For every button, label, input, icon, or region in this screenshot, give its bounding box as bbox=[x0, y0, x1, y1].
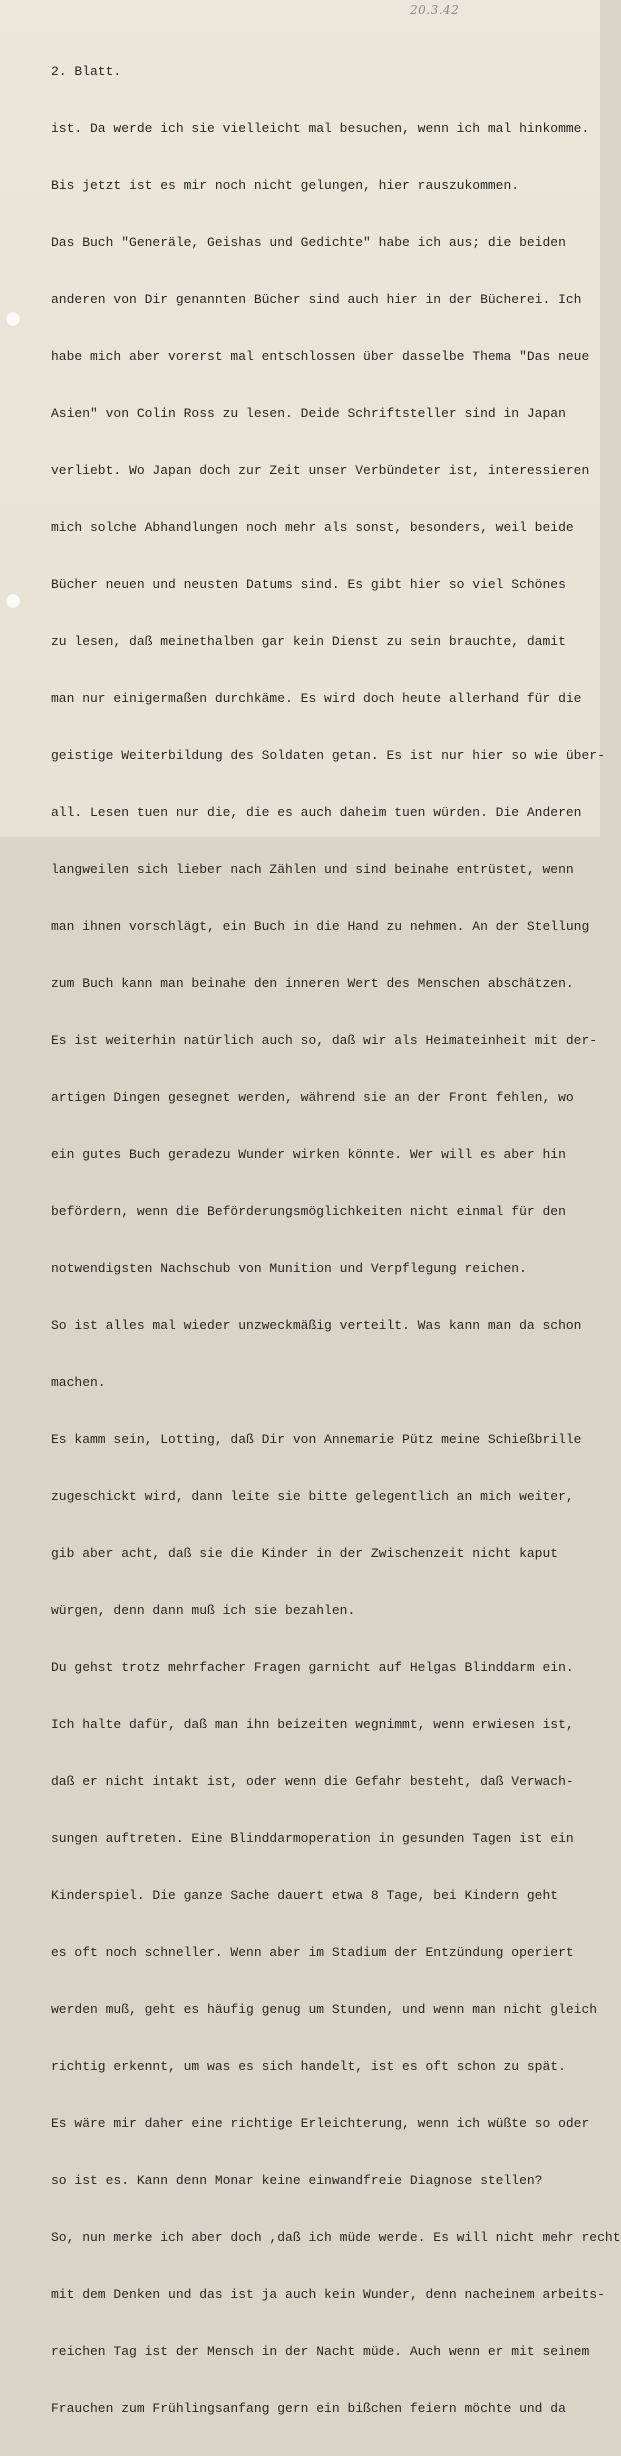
text-line: zugeschickt wird, dann leite sie bitte gelegentlich an mich weiter, bbox=[51, 1489, 574, 1504]
text-line: Du gehst trotz mehrfacher Fragen garnicht auf Helgas Blinddarm ein. bbox=[51, 1660, 574, 1675]
text-line: reichen Tag ist der Mensch in der Nacht müde. Auch wenn er mit seinem bbox=[51, 2344, 590, 2359]
text-line: zu lesen, daß meinethalben gar kein Dienst zu sein brauchte, damit bbox=[51, 634, 566, 649]
text-line: artigen Dingen gesegnet werden, während sie an der Front fehlen, wo bbox=[51, 1090, 574, 1105]
text-line: es oft noch schneller. Wenn aber im Stadium der Entzündung operiert bbox=[51, 1945, 574, 1960]
text-line: man ihnen vorschlägt, ein Buch in die Hand zu nehmen. An der Stellung bbox=[51, 919, 590, 934]
text-line: würgen, denn dann muß ich sie bezahlen. bbox=[51, 1603, 356, 1618]
text-line: ist. Da werde ich sie vielleicht mal besuchen, wenn ich mal hinkomme. bbox=[51, 121, 590, 136]
text-line: richtig erkennt, um was es sich handelt, ist es oft schon zu spät. bbox=[51, 2059, 566, 2074]
text-line: all. Lesen tuen nur die, die es auch daheim tuen würden. Die Anderen bbox=[51, 805, 582, 820]
text-line: zum Buch kann man beinahe den inneren Wert des Menschen abschätzen. bbox=[51, 976, 574, 991]
text-line: Es ist weiterhin natürlich auch so, daß wir als Heimateinheit mit der- bbox=[51, 1033, 598, 1048]
typed-letter-text bbox=[51, 24, 621, 2456]
text-line: Das Buch "Generäle, Geishas und Gedichte" habe ich aus; die beiden bbox=[51, 235, 566, 250]
text-line: anderen von Dir genannten Bücher sind auch hier in der Bücherei. Ich bbox=[51, 292, 582, 307]
text-line: Frauchen zum Frühlingsanfang gern ein bißchen feiern möchte und da bbox=[51, 2401, 566, 2416]
text-line: sungen auftreten. Eine Blinddarmoperation in gesunden Tagen ist ein bbox=[51, 1831, 574, 1846]
text-line: langweilen sich lieber nach Zählen und sind beinahe entrüstet, wenn bbox=[51, 862, 574, 877]
text-line: so ist es. Kann denn Monar keine einwandfreie Diagnose stellen? bbox=[51, 2173, 543, 2188]
text-line: ein gutes Buch geradezu Wunder wirken könnte. Wer will es aber hin bbox=[51, 1147, 566, 1162]
text-line: Bis jetzt ist es mir noch nicht gelungen, hier rauszukommen. bbox=[51, 178, 520, 193]
text-line: So ist alles mal wieder unzweckmäßig verteilt. Was kann man da schon bbox=[51, 1318, 582, 1333]
text-line: notwendigsten Nachschub von Munition und Verpflegung reichen. bbox=[51, 1261, 527, 1276]
punch-hole-top bbox=[5, 311, 21, 327]
handwritten-date-note: 20.3.42 bbox=[410, 3, 460, 17]
text-line: Kinderspiel. Die ganze Sache dauert etwa 8 Tage, bei Kindern geht bbox=[51, 1888, 559, 1903]
text-line: werden muß, geht es häufig genug um Stunden, und wenn man nicht gleich bbox=[51, 2002, 598, 2017]
text-line: mich solche Abhandlungen noch mehr als sonst, besonders, weil beide bbox=[51, 520, 574, 535]
text-line: Asien" von Colin Ross zu lesen. Deide Schriftsteller sind in Japan bbox=[51, 406, 566, 421]
text-line: befördern, wenn die Beförderungsmöglichkeiten nicht einmal für den bbox=[51, 1204, 566, 1219]
text-line: Ich halte dafür, daß man ihn beizeiten wegnimmt, wenn erwiesen ist, bbox=[51, 1717, 574, 1732]
text-line: daß er nicht intakt ist, oder wenn die Gefahr besteht, daß Verwach- bbox=[51, 1774, 574, 1789]
text-line: geistige Weiterbildung des Soldaten getan. Es ist nur hier so wie über- bbox=[51, 748, 605, 763]
punch-hole-bottom bbox=[5, 593, 21, 609]
text-line: habe mich aber vorerst mal entschlossen über dasselbe Thema "Das neue bbox=[51, 349, 590, 364]
text-line: Es wäre mir daher eine richtige Erleichterung, wenn ich wüßte so oder bbox=[51, 2116, 590, 2131]
page-heading: 2. Blatt. bbox=[51, 64, 122, 79]
text-line: gib aber acht, daß sie die Kinder in der Zwischenzeit nicht kaput bbox=[51, 1546, 559, 1561]
text-line: Es kamm sein, Lotting, daß Dir von Annemarie Pütz meine Schießbrille bbox=[51, 1432, 582, 1447]
text-line: machen. bbox=[51, 1375, 106, 1390]
text-line: verliebt. Wo Japan doch zur Zeit unser Verbündeter ist, interessieren bbox=[51, 463, 590, 478]
text-line: Bücher neuen und neusten Datums sind. Es gibt hier so viel Schönes bbox=[51, 577, 566, 592]
text-line: mit dem Denken und das ist ja auch kein Wunder, denn nacheinem arbeits- bbox=[51, 2287, 605, 2302]
text-line: So, nun merke ich aber doch ,daß ich müde werde. Es will nicht mehr recht bbox=[51, 2230, 621, 2245]
text-line: man nur einigermaßen durchkäme. Es wird doch heute allerhand für die bbox=[51, 691, 582, 706]
